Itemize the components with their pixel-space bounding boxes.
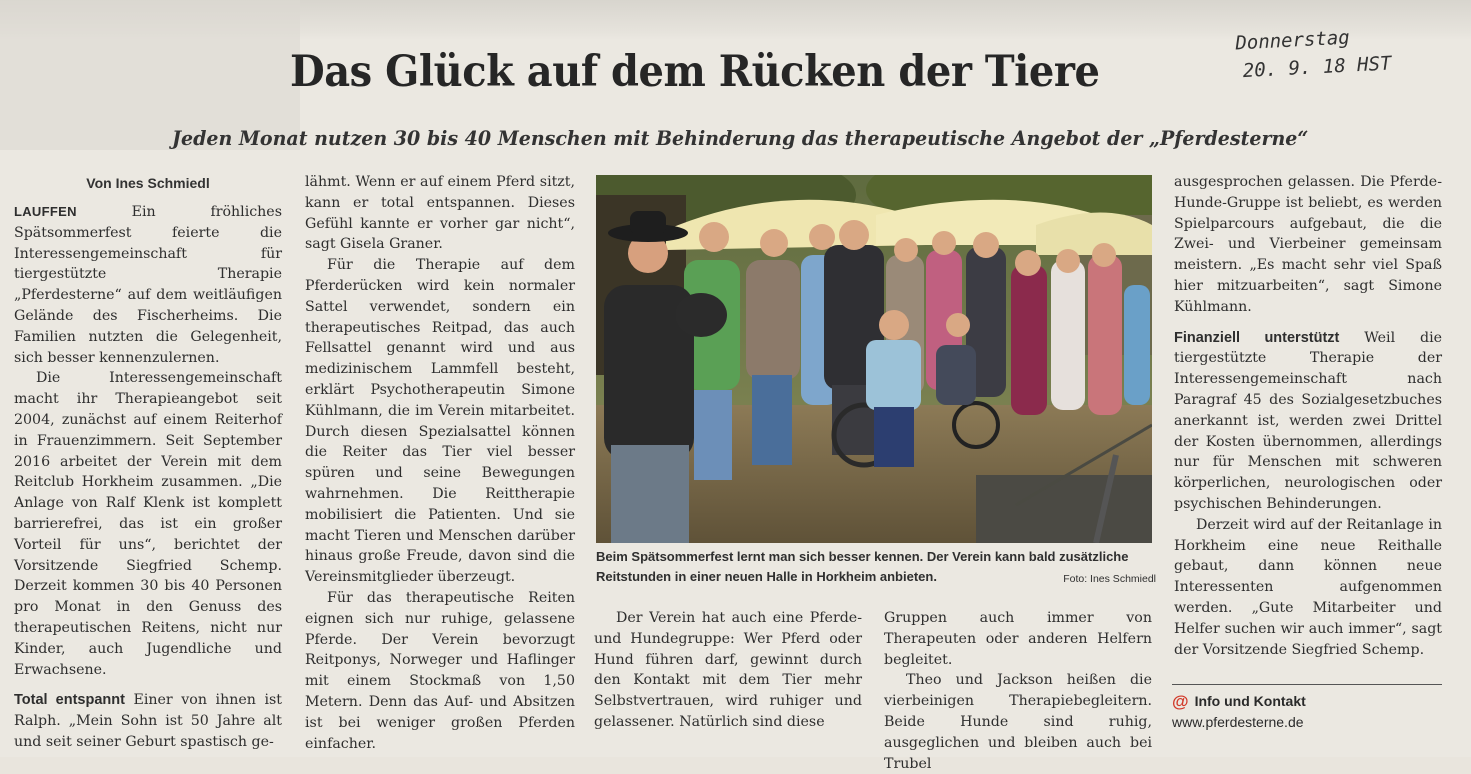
article-column-4	[884, 608, 1152, 774]
article-headline: Das Glück auf dem Rücken der Tiere	[290, 47, 1100, 97]
article-column-5	[1174, 172, 1442, 660]
at-icon: @	[1172, 692, 1189, 711]
paragraph	[14, 202, 282, 368]
article-subheadline: Jeden Monat nutzen 30 bis 40 Menschen mit Behinderung das therapeutische Angebot der „Pferdesterne“	[172, 126, 1309, 150]
byline: Von Ines Schmiedl	[86, 175, 210, 191]
caption-text: Beim Spätsommerfest lernt man sich besser kennen. Der Verein kann bald zusätzliche Reitstunden in einer neuen Halle in Horkheim anbieten.	[596, 549, 1129, 584]
paragraph: lähmt. Wenn er auf einem Pferd sitzt, kann er total entspannen. Dieses Gefühl kannte er vorher gar nicht“, sagt Gisela Graner.	[305, 174, 575, 253]
info-title: Info und Kontakt	[1194, 693, 1306, 709]
group-photo-illustration	[596, 175, 1152, 543]
paragraph: Der Verein hat auch eine Pferde- und Hundegruppe: Wer Pferd oder Hund führen darf, gewinnt durch den Kontakt mit dem Tier mehr Selbstvertrauen, wird ruhiger und gelassener. Natürlich sind diese	[594, 610, 862, 730]
article-column-3	[594, 608, 862, 733]
photo-credit: Foto: Ines Schmiedl	[1063, 573, 1156, 585]
article-column-1	[14, 172, 282, 753]
group-photo	[596, 175, 1152, 543]
handwritten-date-note	[1235, 19, 1448, 86]
paragraph-text: Einer von ihnen ist Ralph. „Mein Sohn ist 50 Jahre alt und seit seiner Geburt spastisch ge-	[14, 692, 282, 750]
handnote-date: 20. 9. 18 HST	[1242, 52, 1392, 83]
paragraph-text: Ein fröhliches Spätsommerfest feierte die Interessengemeinschaft für tiergestützte Therapie „Pferdesterne“ auf dem weitläufigen Gelände des Fischerheims. Die Familien nutzten die Gelegenheit, sich besser kennenzulernen.	[14, 204, 282, 366]
paragraph: Derzeit wird auf der Reitanlage in Horkheim eine neue Reithalle gebaut, dann können neue Interessenten aufgenommen werden. „Gute Mitarbeiter und Helfer suchen wir auch immer“, sagt der Vorsitzende Siegfried Schemp.	[1174, 516, 1442, 658]
paragraph	[14, 690, 282, 752]
paragraph: Für das therapeutische Reiten eignen sich nur ruhige, gelassene Pferde. Der Verein bevorzugt Reitponys, Norweger und Haflinger mit einem Stockmaß von 1,50 Metern. Denn das Auf- und Absitzen ist bei weniger großen Pferden einfacher.	[305, 589, 575, 752]
paragraph-text: Weil die tiergestützte Therapie der Interessengemeinschaft nach Paragraf 45 des Sozialgesetzbuches anerkannt ist, werden zwei Drittel der Kosten übernommen, allerdings nur für Menschen mit schweren körperlichen, neurologischen oder psychischen Behinderungen.	[1174, 329, 1442, 512]
paragraph: Für die Therapie auf dem Pferderücken wird kein normaler Sattel verwendet, sondern ein therapeutisches Reitpad, das auch Fellsattel genannt wird und aus medizinischem Lammfell besteht, erklärt Psychotherapeutin Simone Kühlmann, die im Verein mitarbeitet. Durch diesen Spezialsattel können die Reiter das Tier viel besser spüren und seine Bewegungen wahrnehmen. Die Reittherapie mobilisiert die Patienten. Und sie macht Tieren und Menschen darüber hinaus große Freude, davon sind die Vereinsmitglieder überzeugt.	[305, 257, 575, 586]
handnote-day: Donnerstag	[1234, 26, 1351, 55]
subheading: Finanziell unterstützt	[1174, 329, 1340, 346]
paragraph: Gruppen auch immer von Therapeuten oder anderen Helfern begleitet.	[884, 610, 1152, 668]
paragraph: ausgesprochen gelassen. Die Pferde-Hunde-Gruppe ist beliebt, es werden Spielparcours aufgebaut, die die Zwei- und Vierbeiner gemeinsam meistern. „Es macht sehr viel Spaß hier mitzuarbeiten“, sagt Simone Kühlmann.	[1174, 174, 1442, 315]
subheading: Total entspannt	[14, 692, 125, 709]
article-column-2	[305, 172, 575, 754]
paragraph	[1174, 328, 1442, 515]
info-box	[1172, 684, 1442, 733]
photo-caption	[596, 547, 1156, 589]
dateline: LAUFFEN	[14, 204, 77, 219]
info-heading	[1172, 691, 1442, 712]
paragraph: Theo und Jackson heißen die vierbeinigen Therapiebegleitern. Beide Hunde sind ruhig, ausgeglichen und bleiben auch bei Trubel	[884, 672, 1152, 772]
paragraph: Die Interessengemeinschaft macht ihr Therapieangebot seit 2004, zunächst auf einem Reiterhof in Frauenzimmern. Seit September 2016 arbeitet der Verein mit dem Reitclub Horkheim zusammen. „Die Anlage von Ralf Klenk ist komplett barrierefrei, das ist ein großer Vorteil für uns“, berichtet der Vorsitzende Siegfried Schemp. Derzeit kommen 30 bis 40 Personen pro Monat in den Genuss des therapeutischen Reitens, nicht nur Kinder, auch Jugendliche und Erwachsene.	[14, 370, 282, 678]
info-url[interactable]: www.pferdesterne.de	[1172, 714, 1304, 730]
